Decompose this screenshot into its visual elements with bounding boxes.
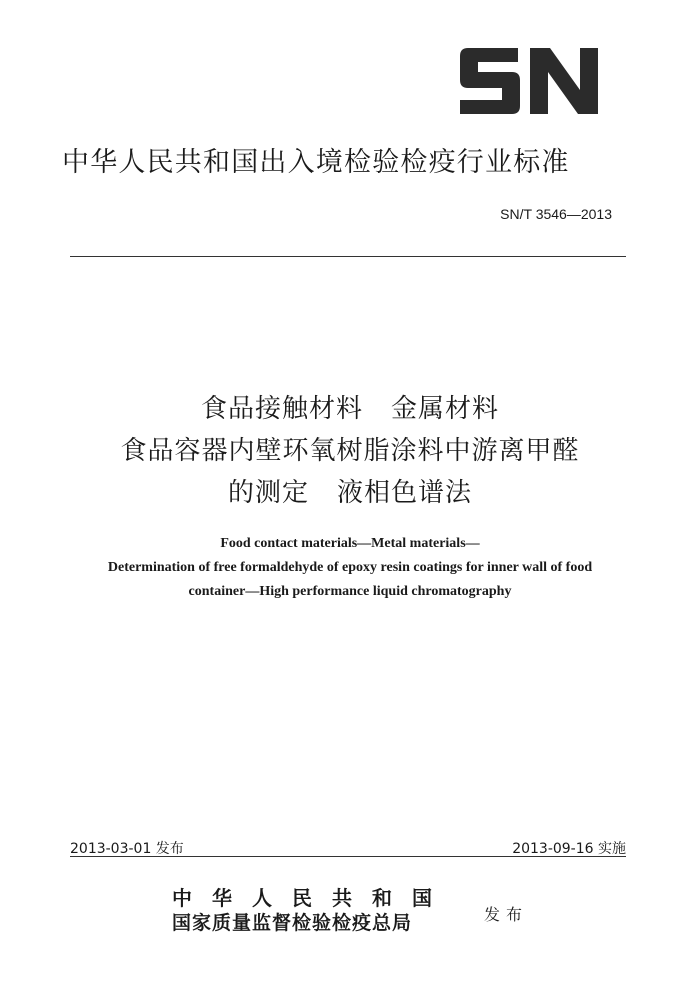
en-title-line2: Determination of free formaldehyde of epoxy resin coatings for inner wall of food xyxy=(107,560,593,575)
issuer-line2: 国家质量监督检验检疫总局 xyxy=(172,912,413,934)
en-title-line1: Food contact materials—Metal materials— xyxy=(220,536,480,551)
issuer-block xyxy=(172,886,452,936)
implementation-date: 2013-09-16 实施 xyxy=(512,841,626,857)
cn-title-line3-part1: 的测定 xyxy=(227,478,309,508)
top-divider xyxy=(70,256,626,257)
sn-logo xyxy=(456,46,606,116)
issue-date: 2013-03-01 发布 xyxy=(70,841,184,857)
issuer-line1: 中华人民共和国 xyxy=(172,886,452,910)
cn-title-line1-part1: 食品接触材料 xyxy=(200,394,363,424)
en-title-line3: container—High performance liquid chromatography xyxy=(188,584,512,599)
org-title: 中华人民共和国出入境检验检疫行业标准 xyxy=(62,147,570,178)
cn-title-line3 xyxy=(0,472,700,509)
standard-number: SN/T 3546—2013 xyxy=(500,206,612,222)
publish-label: 发布 xyxy=(484,905,529,924)
bottom-divider xyxy=(70,856,626,857)
cn-title-line1-part2: 金属材料 xyxy=(391,394,500,424)
cn-title-line2: 食品容器内壁环氧树脂涂料中游离甲醛 xyxy=(120,436,580,466)
cn-title-line3-part2: 液相色谱法 xyxy=(337,478,473,508)
cn-title-line1 xyxy=(0,388,700,425)
